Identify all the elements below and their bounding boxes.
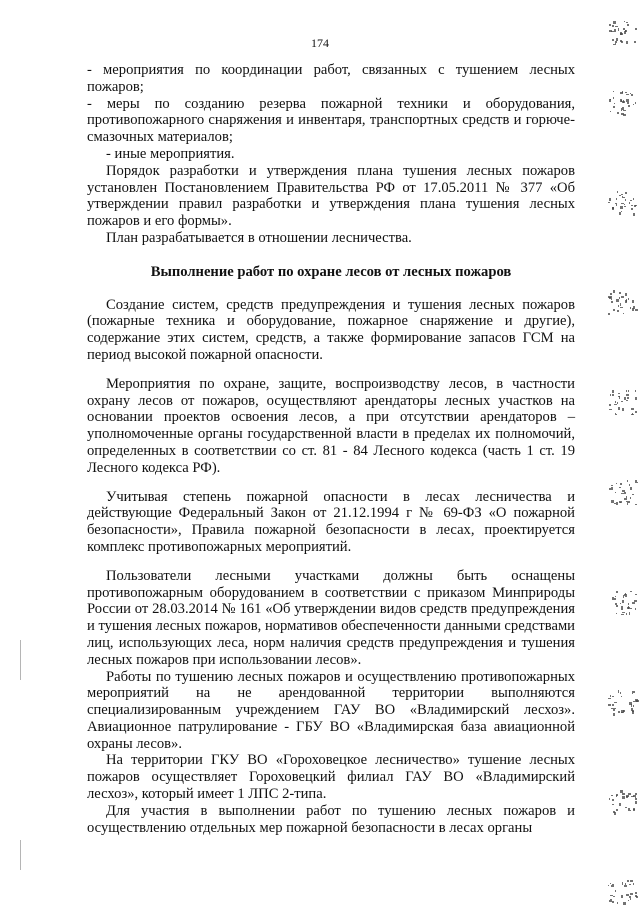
scan-speck [625, 593, 626, 594]
scan-speck [625, 807, 627, 808]
scan-speck [620, 33, 622, 35]
scan-speck [608, 202, 610, 203]
scan-speck [615, 203, 617, 204]
scan-speck [612, 804, 613, 805]
scan-speck [609, 404, 611, 406]
scan-speck [621, 712, 623, 713]
scan-speck [615, 43, 616, 45]
scan-speck [623, 710, 625, 712]
scan-speck [616, 299, 619, 301]
scan-speck [625, 596, 627, 597]
scan-speck [628, 390, 629, 392]
scan-speck [610, 394, 611, 396]
scan-speck [613, 97, 614, 99]
scan-speck [635, 594, 636, 595]
paragraph: Учитывая степень пожарной опасности в лесах лесничества и действующие Федеральный Закон от 21.12.1994 г № 69-ФЗ «О пожарной безопасности», Правила пожарной безопасности в лесах, проектируется комплекс противопожарных мероприятий. [87, 488, 575, 555]
scan-speck [631, 708, 634, 711]
scan-speck [633, 705, 634, 708]
scan-speck [613, 309, 615, 311]
scan-speck [611, 708, 613, 709]
scan-speck [621, 606, 623, 607]
scan-speck [626, 795, 629, 797]
scan-speck [611, 301, 614, 302]
scan-speck [630, 893, 633, 894]
scan-speck [614, 29, 616, 31]
scan-speck [608, 885, 609, 886]
scan-speck [616, 414, 617, 415]
scan-speck [621, 41, 623, 43]
scan-speck [608, 698, 610, 699]
scan-speck [636, 896, 638, 898]
scan-speck [632, 711, 635, 714]
scan-speck [622, 790, 623, 793]
scan-speck [635, 798, 637, 800]
scan-speck [625, 192, 626, 194]
scan-speck [631, 94, 633, 96]
scan-speck [614, 103, 616, 104]
scan-speck [621, 696, 622, 698]
scan-speck [613, 713, 614, 716]
scan-speck [612, 25, 614, 26]
scan-speck [619, 297, 620, 299]
scan-speck [630, 591, 632, 593]
scan-speck [625, 300, 627, 303]
scan-speck [628, 603, 629, 606]
scan-speck [611, 298, 612, 300]
scan-speck [616, 794, 619, 796]
scan-speck [623, 114, 625, 117]
scan-speck [614, 598, 615, 600]
scan-speck [635, 801, 636, 804]
scan-speck [615, 26, 617, 27]
scan-speck [625, 293, 627, 295]
scan-speck [623, 197, 625, 198]
scan-speck [635, 28, 637, 30]
scan-speck [618, 393, 620, 394]
scan-speck [632, 691, 633, 694]
scan-speck [625, 883, 627, 885]
scan-speck [634, 600, 637, 602]
scan-speck [627, 397, 630, 399]
scan-speck [624, 31, 625, 34]
scan-speck [610, 111, 611, 112]
scan-speck [635, 504, 637, 505]
scan-speck [621, 211, 623, 212]
scan-speck [620, 303, 621, 306]
scan-speck [613, 44, 615, 45]
scan-speck [621, 296, 624, 298]
scan-speck [622, 882, 624, 885]
document-body [87, 62, 575, 836]
section-heading: Выполнение работ по охране лесов от лесных пожаров [150, 263, 512, 280]
paragraph: На территории ГКУ ВО «Гороховецкое лесничество» тушение лесных пожаров осуществляет Гороховецкий филиал ГАУ ВО «Владимирский лесхоз», который имеет 1 ЛПС 2-типа. [87, 752, 575, 803]
scan-speck [626, 99, 629, 102]
scan-speck [614, 702, 617, 703]
scan-speck [635, 892, 637, 893]
scan-speck [619, 292, 621, 293]
scan-speck [633, 701, 635, 702]
scan-speck [610, 895, 613, 897]
scan-speck [628, 298, 629, 300]
scan-speck [623, 902, 625, 905]
scan-speck [620, 692, 621, 695]
scan-speck [621, 194, 623, 196]
scan-speck [635, 482, 638, 483]
scan-speck [627, 102, 630, 104]
scan-speck [609, 24, 611, 26]
scan-speck [618, 407, 620, 410]
scan-speck [615, 492, 616, 493]
scan-speck [613, 91, 614, 92]
scan-speck [618, 305, 619, 307]
scan-speck [624, 206, 626, 207]
scan-speck [612, 390, 614, 393]
scan-speck [618, 711, 620, 713]
scan-speck [619, 195, 621, 196]
scan-speck [633, 198, 634, 199]
scan-speck [629, 202, 630, 204]
scan-speck [612, 704, 614, 706]
scan-speck [610, 695, 611, 697]
scan-speck [624, 21, 626, 23]
scan-speck [633, 808, 634, 809]
scan-speck [635, 309, 638, 310]
scan-speck [617, 112, 619, 114]
scan-speck [608, 313, 610, 314]
scan-speck [612, 207, 614, 210]
scan-speck [621, 607, 623, 610]
scan-speck [626, 894, 629, 896]
page-number: 174 [311, 36, 329, 50]
scan-edge-noise [600, 0, 640, 908]
scan-speck [622, 107, 625, 110]
scan-speck [620, 603, 621, 604]
scan-speck [622, 600, 624, 603]
scan-speck [618, 396, 619, 397]
scan-speck [613, 290, 616, 293]
scan-speck [629, 484, 630, 487]
paragraph: Пользователи лесными участками должны быть оснащены противопожарным оборудованием в соответствии с приказом Минприроды России от 28.03.2014 № 161 «Об утверждении видов средств предупреждения и тушения лесных пожаров, нормативов обеспеченности данными средствами лиц, использующих леса, норм наличия средств предупреждения и тушения лесных пожаров при использовании лесов». [87, 567, 575, 668]
scan-speck [613, 896, 615, 897]
scan-speck [626, 394, 629, 396]
scan-speck [620, 483, 622, 485]
scan-speck [622, 490, 625, 493]
scan-speck [630, 200, 631, 201]
scan-speck [635, 608, 636, 610]
paragraph: План разрабатывается в отношении лесничества. [106, 229, 412, 246]
scan-speck [631, 208, 633, 210]
scan-speck [628, 900, 629, 902]
paragraph: - иные мероприятия. [106, 145, 235, 162]
scan-speck [617, 902, 618, 904]
scan-speck [634, 41, 636, 43]
scan-speck [612, 901, 614, 903]
scan-speck [627, 502, 628, 505]
scan-speck [630, 487, 632, 490]
scan-speck [622, 101, 625, 103]
scan-speck [617, 191, 618, 193]
scan-speck [623, 110, 626, 111]
scan-speck [631, 205, 633, 206]
scan-speck [633, 104, 634, 105]
scan-speck [615, 603, 617, 605]
scan-speck [615, 596, 617, 598]
scan-speck [616, 502, 618, 505]
scan-speck [629, 884, 631, 885]
scan-speck [613, 21, 616, 24]
scan-speck [611, 885, 612, 887]
scan-speck [613, 106, 614, 108]
scan-speck [635, 411, 636, 412]
scan-speck [611, 485, 614, 486]
scan-speck [627, 480, 628, 482]
paragraph: Для участия в выполнении работ по тушению лесных пожаров и осуществлению отдельных мер пожарной безопасности в лесах органы [87, 802, 575, 836]
scan-speck [609, 488, 611, 490]
scan-speck [633, 213, 635, 216]
scan-speck [630, 608, 632, 609]
scan-speck [632, 413, 634, 415]
scan-speck [621, 895, 624, 898]
scan-speck [612, 696, 614, 697]
scan-speck [619, 487, 621, 488]
scan-speck [635, 205, 637, 207]
scan-speck [616, 591, 619, 593]
scan-speck [620, 92, 623, 94]
scan-speck [609, 409, 612, 410]
scan-speck [609, 798, 610, 800]
scan-speck [617, 310, 619, 312]
scan-speck [632, 300, 634, 303]
paragraph: Работы по тушению лесных пожаров и осуществлению противопожарных мероприятий на не арендованной территории выполняются специализированным учреждением ГАУ ВО «Владимирский лесхоз». Авиационное патрулирование - ГБУ ВО «Владимирская база авиационной охраны лесов». [87, 668, 575, 752]
scan-speck [615, 890, 617, 892]
scan-speck [626, 94, 628, 95]
scan-speck [611, 487, 613, 490]
scan-speck [626, 613, 627, 615]
scan-speck [631, 408, 633, 410]
scan-speck [616, 483, 617, 484]
scan-speck [609, 900, 611, 903]
scan-speck [622, 793, 625, 794]
scan-speck [616, 605, 618, 607]
scan-speck [630, 307, 631, 309]
scan-speck [630, 497, 631, 499]
scan-speck [635, 390, 637, 392]
paragraph: - мероприятия по координации работ, связанных с тушением лесных пожаров; [87, 62, 575, 95]
scan-speck [627, 880, 629, 882]
scan-speck [621, 401, 623, 402]
paragraph: Создание систем, средств предупреждения и тушения лесных пожаров (пожарные техника и оборудование, пожарное снаряжение и другие), содержание этих систем, средств, а также формирование запасов ГСМ на период высокой пожарной опасности. [87, 296, 575, 363]
scan-speck [619, 212, 622, 215]
scan-speck [618, 690, 620, 693]
scan-speck [616, 38, 619, 41]
scan-speck [627, 607, 630, 609]
scan-speck [629, 702, 632, 705]
scan-speck [612, 394, 614, 396]
scan-speck [616, 809, 619, 811]
scan-speck [609, 30, 611, 32]
scan-speck [627, 24, 629, 26]
scan-speck [620, 307, 623, 308]
scan-speck [636, 700, 639, 702]
scan-speck [635, 397, 638, 399]
scan-speck [626, 41, 627, 44]
scan-speck [612, 39, 615, 41]
scan-speck [616, 204, 617, 206]
scan-speck [615, 401, 616, 403]
scan-speck [628, 808, 630, 810]
scan-speck [617, 402, 618, 404]
scan-speck [632, 602, 635, 604]
scan-speck [620, 502, 621, 503]
scan-speck [633, 883, 634, 884]
scan-speck [621, 614, 624, 615]
scan-speck [614, 812, 616, 815]
scan-speck [609, 99, 611, 102]
scan-left-mark [20, 640, 21, 680]
scan-speck [630, 880, 633, 882]
scan-speck [619, 803, 621, 806]
scan-speck [635, 102, 636, 104]
scan-speck [628, 105, 630, 107]
scan-speck [623, 595, 624, 598]
scan-speck [612, 799, 615, 801]
scan-speck [624, 492, 627, 494]
scan-speck [611, 302, 613, 303]
scan-speck [613, 708, 616, 710]
scan-speck [630, 898, 631, 900]
scan-speck [625, 199, 626, 200]
scan-speck [624, 397, 627, 400]
scan-speck [632, 494, 634, 495]
scan-left-mark [20, 840, 21, 870]
scan-speck [608, 704, 611, 706]
scan-speck [626, 400, 629, 401]
scan-speck [622, 612, 625, 613]
scan-speck [610, 293, 611, 295]
scan-speck [622, 408, 624, 411]
scan-speck [633, 691, 635, 692]
scan-speck [623, 313, 624, 315]
scan-speck [618, 28, 619, 31]
paragraph: Порядок разработки и утверждения плана тушения лесных пожаров установлен Постановлением Правительства РФ от 17.05.2011 № 377 «Об утверждении правил разработки и утверждения плана тушения лесных пожаров и его формы». [87, 162, 575, 230]
scan-speck [616, 613, 618, 614]
scan-speck [620, 206, 623, 209]
scan-speck [611, 795, 613, 796]
paragraph: Мероприятия по охране, защите, воспроизводству лесов, в частности охрану лесов от пожаров, осуществляют арендаторы лесных участков на основании проектов освоения лесов, а при отсутствии арендаторов – уполномоченные органы государственной власти в пределах их полномочий, определенных в соответствии со ст. 81 - 84 Лесного кодекса (часть 1 ст. 19 Лесного кодекса РФ). [87, 375, 575, 476]
scan-speck [629, 612, 630, 615]
scan-speck [616, 198, 618, 199]
paragraph: - меры по созданию резерва пожарной техники и оборудования, противопожарного снаряжения и инвентаря, транспортных средств и горюче-смазочных материалов; [87, 95, 575, 146]
